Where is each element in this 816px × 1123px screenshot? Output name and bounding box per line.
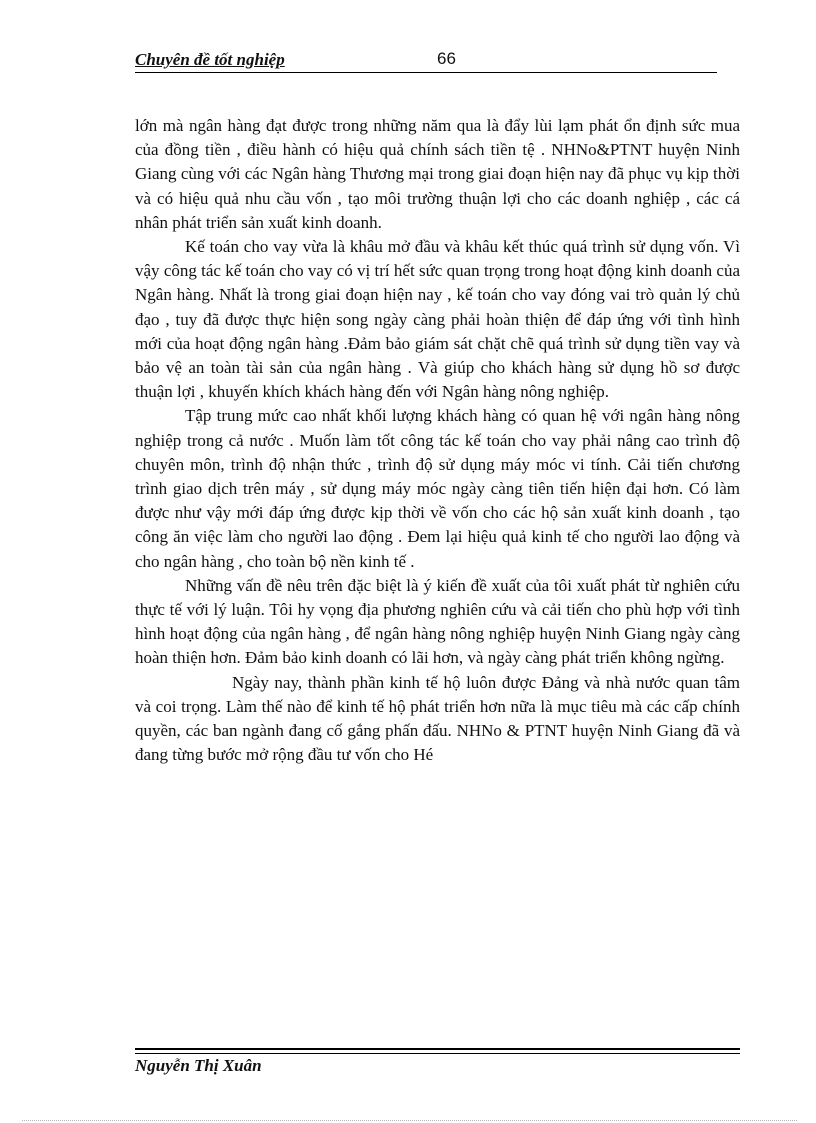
page-edge-divider xyxy=(22,1120,797,1121)
paragraph-4: Những vấn đề nêu trên đặc biệt là ý kiến đề xuất của tôi xuất phát từ nghiên cứu thực tế với lý luận. Tôi hy vọng địa phương nghiên cứu và cải tiến cho phù hợp với tình hình hoạt động của ngân hàng , để ngân hàng nông nghiệp huyện Ninh Giang ngày càng hoàn thiện hơn. Đảm bảo kinh doanh có lãi hơn, và ngày càng phát triển không ngừng. xyxy=(135,575,740,668)
footer-author: Nguyễn Thị Xuân xyxy=(135,1056,262,1075)
page-number: 66 xyxy=(437,49,456,68)
body-text xyxy=(135,114,740,767)
paragraph-3: Tập trung mức cao nhất khối lượng khách hàng có quan hệ với ngân hàng nông nghiệp trong cả nước . Muốn làm tốt công tác kế toán cho vay phải nâng cao trình độ chuyên môn, trình độ nhận thức , trình độ sử dụng máy móc vi tính. Cải tiến chương trình giao dịch trên máy , sử dụng máy móc ngày càng tiên tiến hiện đại hơn. Có làm được như vậy mới đáp ứng được kịp thời về vốn cho các hộ sản xuất kinh doanh , tạo công ăn việc làm cho người lao động . Đem lại hiệu quả kinh tế cho người lao động và cho ngân hàng , cho toàn bộ nền kinh tế . xyxy=(135,406,740,571)
footer-rule-thick xyxy=(135,1048,740,1050)
document-title: Chuyên đề tốt nghiệp xyxy=(135,50,285,69)
footer-rule-thin xyxy=(135,1053,740,1054)
paragraph-5: Ngày nay, thành phần kinh tế hộ luôn được Đảng và nhà nước quan tâm và coi trọng. Làm thế nào để kinh tế hộ phát triển hơn nữa là mục tiêu mà các cấp chính quyền, các ban ngành đang cố gắng phấn đấu. NHNo & PTNT huyện Ninh Giang đã và đang từng bước mở rộng đầu tư vốn cho Hé xyxy=(135,672,740,765)
page-header xyxy=(135,48,717,73)
paragraph-2: Kế toán cho vay vừa là khâu mở đầu và khâu kết thúc quá trình sử dụng vốn. Vì vậy công tác kế toán cho vay có vị trí hết sức quan trọng trong hoạt động kinh doanh của Ngân hàng. Nhất là trong giai đoạn hiện nay , kế toán cho vay đóng vai trò quản lý chủ đạo , tuy đã được thực hiện song ngày càng phải hoàn thiện để đáp ứng với tình hình mới của hoạt động ngân hàng .Đảm bảo giám sát chặt chẽ quá trình sử dụng tiền vay và bảo vệ an toàn tài sản của ngân hàng . Và giúp cho khách hàng sử dụng hồ sơ được thuận lợi , khuyến khích khách hàng đến với Ngân hàng nông nghiệp. xyxy=(135,237,740,402)
paragraph-1: lớn mà ngân hàng đạt được trong những năm qua là đẩy lùi lạm phát ổn định sức mua của đồng tiền , điều hành có hiệu quả chính sách tiền tệ . NHNo&PTNT huyện Ninh Giang cùng với các Ngân hàng Thương mại trong giai đoạn hiện nay đã phục vụ kịp thời và có hiệu quả nhu cầu vốn , tạo môi trường thuận lợi cho các doanh nghiệp , các cá nhân phát triển sản xuất kinh doanh. xyxy=(135,116,740,232)
